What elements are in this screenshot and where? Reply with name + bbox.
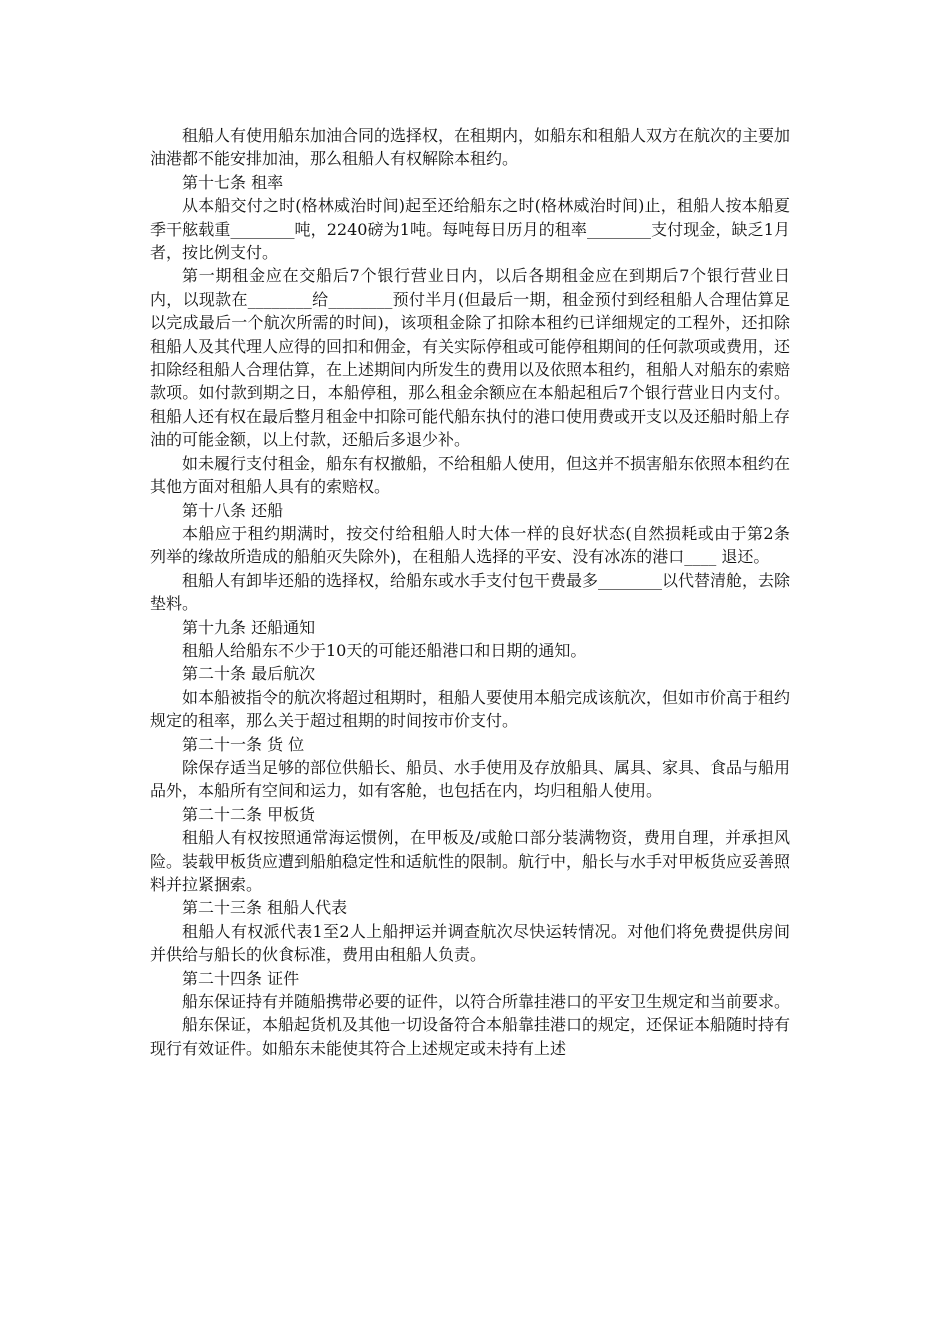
article-23-heading: 第二十三条 租船人代表: [182, 898, 348, 918]
paragraph-certificates: 船东保证持有并随船携带必要的证件，以符合所靠挂港口的平安卫生规定和当前要求。: [182, 992, 791, 1012]
paragraph-redelivery-notice: 租船人给船东不少于10天的可能还船港口和日期的通知。: [182, 640, 587, 660]
article-22-heading: 第二十二条 甲板货: [182, 804, 316, 824]
paragraph-non-payment-withdrawal: 如未履行支付租金，船东有权撤船，不给租船人使用，但这并不损害船东依照本租约在其他方面对租船人具有的索赔权。: [150, 453, 791, 497]
article-17-heading: 第十七条 租率: [182, 172, 284, 192]
article-21-heading: 第二十一条 货 位: [182, 734, 305, 754]
paragraph-fuel-contract-option: 租船人有使用船东加油合同的选择权，在租期内，如船东和租船人双方在航次的主要加油港都不能安排加油，那么租船人有权解除本租约。: [150, 126, 791, 169]
paragraph-cargo-space: 除保存适当足够的部位供船长、船员、水手使用及存放船具、属具、家具、食品与船用品外，本船所有空间和运力，如有客舱，也包括在内，均归租船人使用。: [150, 757, 791, 801]
paragraph-redelivery-cleaning: 租船人有卸毕还船的选择权，给船东或水手支付包干费最多________以代替清舱，去除垫料。: [150, 570, 791, 614]
paragraph-deck-cargo: 租船人有权按照通常海运惯例，在甲板及/或舱口部分装满物资，费用自理，并承担风险。装载甲板货应遭到船舶稳定性和适航性的限制。航行中，船长与水手对甲板货应妥善照料并拉紧捆索。: [150, 828, 791, 894]
document-page: [150, 124, 790, 1060]
paragraph-first-hire-payment: 第一期租金应在交船后7个银行营业日内，以后各期租金应在到期后7个银行营业日内，以现款在________给________预付半月(但最后一期，租金预付到经租船人合理估算足以完成最后一个航次所需的时间)，该项租金除了扣除本租约已详细规定的工程外，还扣除租船人及其代理人应得的回扣和佣金，有关实际停租或可能停租期间的任何款项或费用，还扣除经租船人合理估算，在上述期间内所发生的费用以及依照本租约，租船人对船东的索赔款项。如付款到期之日，本船停租，那么租金余额应在本船起租后7个银行营业日内支付。租船人还有权在最后整月租金中扣除可能代船东执付的港口使用费或开支以及还船时船上存油的可能金额，以上付款，还船后多退少补。: [150, 266, 791, 450]
article-20-heading: 第二十条 最后航次: [182, 664, 316, 684]
paragraph-last-voyage: 如本船被指令的航次将超过租期时，租船人要使用本船完成该航次，但如市价高于租约规定的租率，那么关于超过租期的时间按市价支付。: [150, 687, 791, 731]
article-19-heading: 第十九条 还船通知: [182, 617, 316, 637]
article-18-heading: 第十八条 还船: [182, 500, 284, 520]
paragraph-charterer-representative: 租船人有权派代表1至2人上船押运并调查航次尽快运转情况。对他们将免费提供房间并供给与船长的伙食标准，费用由租船人负责。: [150, 921, 790, 965]
paragraph-hire-rate: 从本船交付之时(格林威治时间)起至还给船东之时(格林威治时间)止，租船人按本船夏季干舷载重________吨，2240磅为1吨。每吨每日历月的租率________支付现金，缺乏1月者，按比例支付。: [150, 196, 790, 263]
paragraph-redelivery-condition: 本船应于租约期满时，按交付给租船人时大体一样的良好状态(自然损耗或由于第2条列举的缘故所造成的船舶灭失除外)，在租船人选择的平安、没有冰冻的港口____ 退还。: [150, 523, 790, 567]
article-24-heading: 第二十四条 证件: [182, 968, 300, 988]
paragraph-equipment-compliance: 船东保证，本船起货机及其他一切设备符合本船靠挂港口的规定，还保证本船随时持有现行有效证件。如船东未能使其符合上述规定或未持有上述: [150, 1015, 791, 1058]
